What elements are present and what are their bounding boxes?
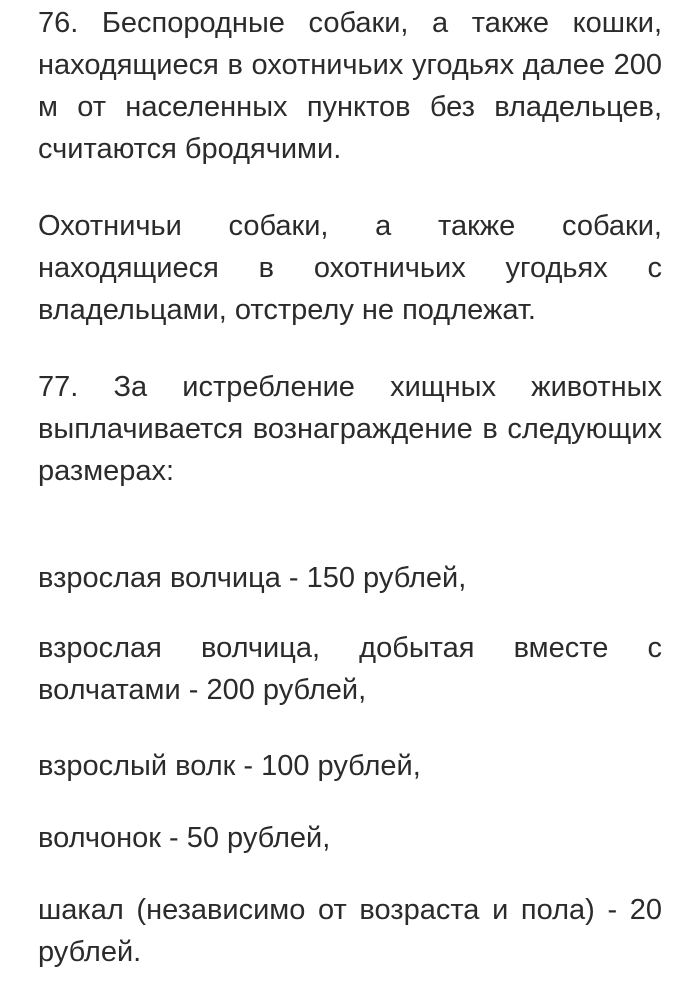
reward-item-jackal: шакал (независимо от возраста и пола) - 20 рублей. bbox=[38, 894, 662, 968]
reward-item-wolf-cub: волчонок - 50 рублей, bbox=[38, 822, 331, 854]
reward-item-adult-she-wolf: взрослая волчица - 150 рублей, bbox=[38, 562, 467, 594]
paragraph-77: 77. За истребление хищных животных выплачивается вознаграждение в следующих размерах: bbox=[38, 371, 662, 487]
paragraph-76: 76. Беспородные собаки, а также кошки, находящиеся в охотничьих угодьях далее 200 м от населенных пунктов без владельцев, считаются бродячими. bbox=[38, 7, 662, 165]
reward-item-she-wolf-with-cubs: взрослая волчица, добытая вместе с волчатами - 200 рублей, bbox=[38, 632, 662, 706]
reward-item-adult-wolf: взрослый волк - 100 рублей, bbox=[38, 750, 421, 782]
paragraph-hunting-dogs: Охотничьи собаки, а также собаки, находящиеся в охотничьих угодьях с владельцами, отстрелу не подлежат. bbox=[38, 210, 662, 326]
